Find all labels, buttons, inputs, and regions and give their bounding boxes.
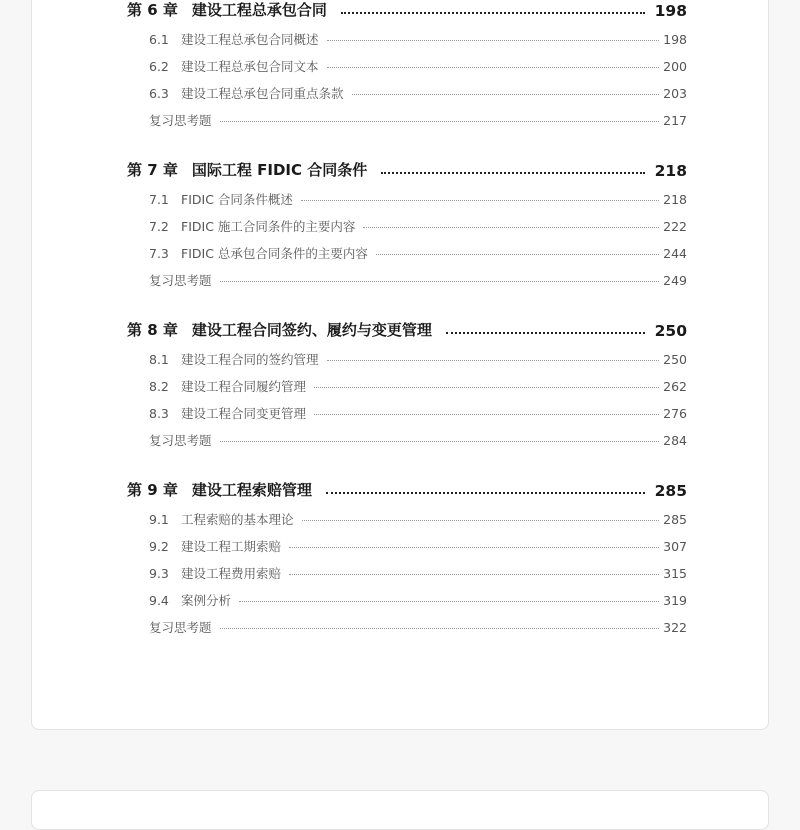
section-number: 9.4 xyxy=(149,593,169,608)
section-page-number: 218 xyxy=(663,192,687,207)
section-entry[interactable] xyxy=(127,53,687,80)
chapter-page-number: 285 xyxy=(654,482,687,500)
dot-leader xyxy=(301,199,659,201)
dot-leader xyxy=(220,627,660,629)
section-title: 建设工程工期索赔 xyxy=(181,539,282,554)
dot-leader xyxy=(326,491,645,494)
next-card xyxy=(31,790,769,830)
dot-leader xyxy=(327,66,660,68)
chapter-page-number: 198 xyxy=(654,2,687,20)
section-page-number: 322 xyxy=(663,620,687,635)
chapter-block xyxy=(127,320,687,454)
section-number: 8.1 xyxy=(149,352,169,367)
dot-leader xyxy=(446,331,645,334)
section-number: 6.2 xyxy=(149,59,169,74)
section-number: 6.1 xyxy=(149,32,169,47)
dot-leader xyxy=(363,226,659,228)
section-entry[interactable] xyxy=(127,213,687,240)
section-number: 7.2 xyxy=(149,219,169,234)
dot-leader xyxy=(220,440,660,442)
dot-leader xyxy=(376,253,659,255)
dot-leader xyxy=(327,359,660,361)
section-entry[interactable] xyxy=(127,614,687,641)
dot-leader xyxy=(381,171,644,174)
chapter-number: 第 7 章 xyxy=(127,161,178,179)
section-entry[interactable] xyxy=(127,186,687,213)
chapter-title: 建设工程合同签约、履约与变更管理 xyxy=(191,321,432,339)
section-page-number: 203 xyxy=(663,86,687,101)
section-title: 工程索赔的基本理论 xyxy=(181,512,294,527)
dot-leader xyxy=(220,280,660,282)
chapter-heading[interactable] xyxy=(127,0,687,20)
section-number: 8.3 xyxy=(149,406,169,421)
dot-leader xyxy=(289,573,659,575)
section-number: 9.3 xyxy=(149,566,169,581)
section-entry[interactable] xyxy=(127,346,687,373)
section-page-number: 276 xyxy=(663,406,687,421)
section-title: 案例分析 xyxy=(181,593,232,608)
dot-leader xyxy=(327,39,660,41)
chapter-heading[interactable] xyxy=(127,160,687,180)
dot-leader xyxy=(314,413,659,415)
chapter-title: 建设工程索赔管理 xyxy=(191,481,312,499)
chapter-number: 第 8 章 xyxy=(127,321,178,339)
section-entry[interactable] xyxy=(127,267,687,294)
dot-leader xyxy=(341,11,645,14)
section-page-number: 307 xyxy=(663,539,687,554)
chapter-number: 第 6 章 xyxy=(127,1,178,19)
table-of-contents xyxy=(127,0,687,641)
section-entry[interactable] xyxy=(127,26,687,53)
section-entry[interactable] xyxy=(127,400,687,427)
chapter-block xyxy=(127,160,687,294)
section-entry[interactable] xyxy=(127,107,687,134)
section-entry[interactable] xyxy=(127,240,687,267)
chapter-page-number: 250 xyxy=(654,322,687,340)
section-title: 建设工程总承包合同文本 xyxy=(181,59,319,74)
chapter-heading[interactable] xyxy=(127,480,687,500)
section-title: FIDIC 合同条件概述 xyxy=(181,192,293,207)
chapter-block xyxy=(127,0,687,134)
section-number: 7.1 xyxy=(149,192,169,207)
chapter-number: 第 9 章 xyxy=(127,481,178,499)
section-title: 建设工程合同变更管理 xyxy=(181,406,307,421)
section-page-number: 249 xyxy=(663,273,687,288)
section-title: 复习思考题 xyxy=(149,273,212,288)
section-title: 复习思考题 xyxy=(149,620,212,635)
chapter-page-number: 218 xyxy=(654,162,687,180)
section-page-number: 262 xyxy=(663,379,687,394)
chapter-heading[interactable] xyxy=(127,320,687,340)
section-page-number: 315 xyxy=(663,566,687,581)
section-page-number: 198 xyxy=(663,32,687,47)
chapter-title: 国际工程 FIDIC 合同条件 xyxy=(191,161,368,179)
section-page-number: 200 xyxy=(663,59,687,74)
section-page-number: 319 xyxy=(663,593,687,608)
section-number: 7.3 xyxy=(149,246,169,261)
section-entry[interactable] xyxy=(127,427,687,454)
dot-leader xyxy=(239,600,659,602)
section-number: 6.3 xyxy=(149,86,169,101)
section-page-number: 284 xyxy=(663,433,687,448)
section-entry[interactable] xyxy=(127,506,687,533)
section-title: FIDIC 总承包合同条件的主要内容 xyxy=(181,246,368,261)
section-title: 复习思考题 xyxy=(149,433,212,448)
section-page-number: 244 xyxy=(663,246,687,261)
section-entry[interactable] xyxy=(127,587,687,614)
section-page-number: 285 xyxy=(663,512,687,527)
section-entry[interactable] xyxy=(127,533,687,560)
section-page-number: 250 xyxy=(663,352,687,367)
dot-leader xyxy=(220,120,660,122)
section-entry[interactable] xyxy=(127,80,687,107)
section-title: 复习思考题 xyxy=(149,113,212,128)
dot-leader xyxy=(289,546,659,548)
section-title: FIDIC 施工合同条件的主要内容 xyxy=(181,219,356,234)
dot-leader xyxy=(352,93,660,95)
section-title: 建设工程合同履约管理 xyxy=(181,379,307,394)
section-entry[interactable] xyxy=(127,560,687,587)
dot-leader xyxy=(302,519,660,521)
section-title: 建设工程总承包合同重点条款 xyxy=(181,86,344,101)
section-title: 建设工程费用索赔 xyxy=(181,566,282,581)
chapter-title: 建设工程总承包合同 xyxy=(191,1,327,19)
section-number: 8.2 xyxy=(149,379,169,394)
section-number: 9.1 xyxy=(149,512,169,527)
section-page-number: 222 xyxy=(663,219,687,234)
section-page-number: 217 xyxy=(663,113,687,128)
section-entry[interactable] xyxy=(127,373,687,400)
section-number: 9.2 xyxy=(149,539,169,554)
dot-leader xyxy=(314,386,659,388)
section-title: 建设工程合同的签约管理 xyxy=(181,352,319,367)
section-title: 建设工程总承包合同概述 xyxy=(181,32,319,47)
chapter-block xyxy=(127,480,687,641)
